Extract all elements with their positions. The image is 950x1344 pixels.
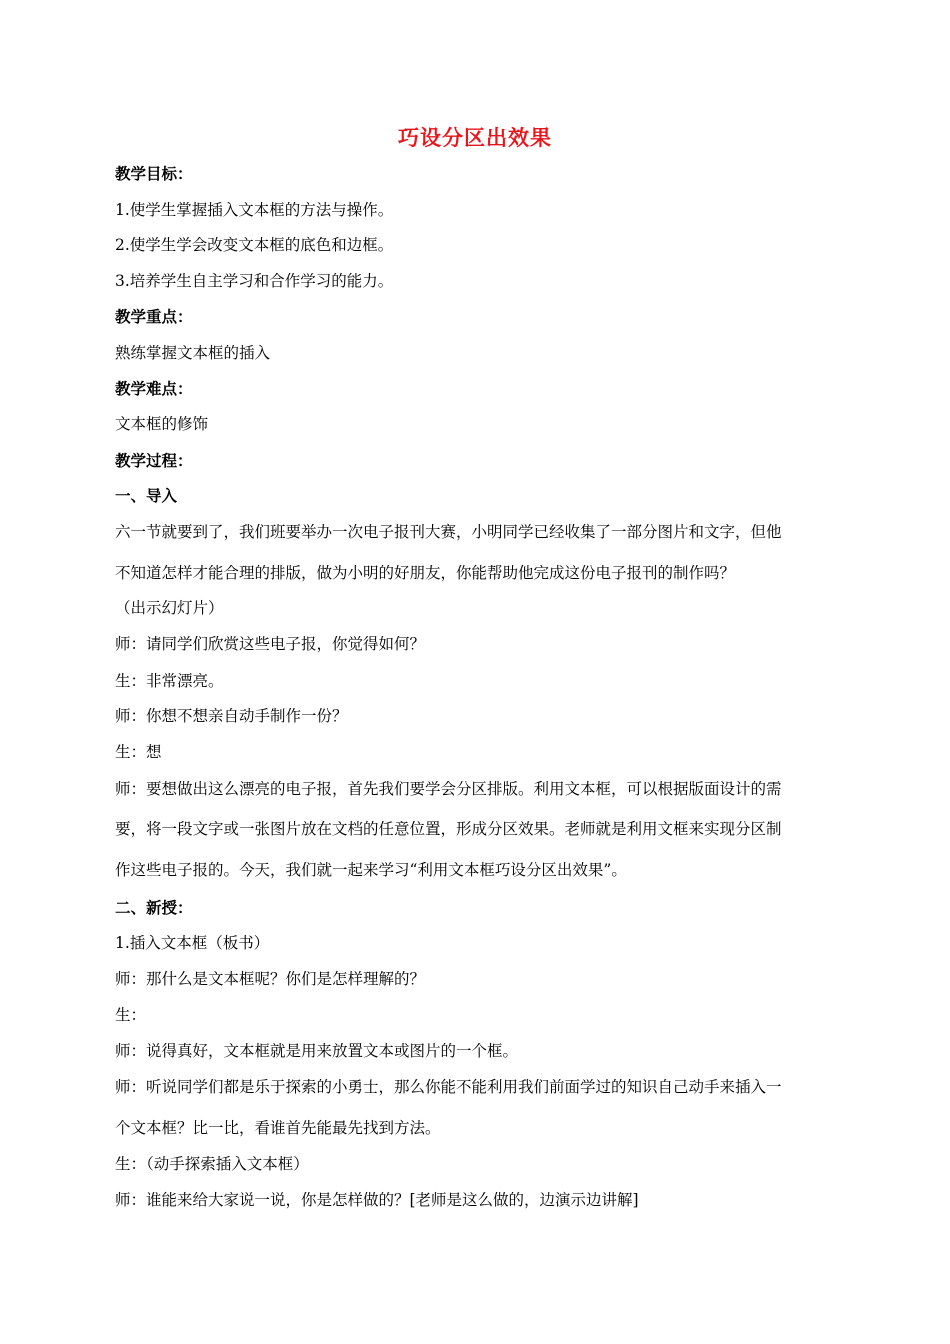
paragraph-line: 2.使学生学会改变文本框的底色和边框。	[115, 236, 394, 254]
section-heading: 教学重点：	[115, 307, 193, 326]
paragraph-line: 师：听说同学们都是乐于探索的小勇士，那么你能不能利用我们前面学过的知识自己动手来插入一	[115, 1078, 782, 1096]
paragraph-line: 师：谁能来给大家说一说，你是怎样做的？[老师是这么做的，边演示边讲解]	[115, 1191, 639, 1209]
paragraph-line: 师：说得真好，文本框就是用来放置文本或图片的一个框。	[115, 1042, 519, 1060]
paragraph-line: 1.插入文本框（板书）	[115, 934, 270, 952]
document-title: 巧设分区出效果	[398, 125, 552, 150]
paragraph-line: 师：要想做出这么漂亮的电子报，首先我们要学会分区排版。利用文本框，可以根据版面设计的需	[115, 780, 782, 798]
paragraph-line: 3.培养学生自主学习和合作学习的能力。	[115, 272, 394, 290]
paragraph-line: 师：那什么是文本框呢？你们是怎样理解的？	[115, 970, 426, 988]
paragraph-line: 六一节就要到了，我们班要举办一次电子报刊大赛，小明同学已经收集了一部分图片和文字，但他	[115, 523, 782, 541]
section-heading: 教学目标：	[115, 164, 193, 183]
section-heading: 教学难点：	[115, 379, 193, 398]
section-heading: 教学过程：	[115, 451, 193, 470]
paragraph-line: 生：非常漂亮。	[115, 672, 224, 690]
paragraph-line: 师：请同学们欣赏这些电子报，你觉得如何？	[115, 635, 426, 653]
paragraph-line: 要，将一段文字或一张图片放在文档的任意位置，形成分区效果。老师就是利用文框来实现分区制	[115, 820, 782, 838]
paragraph-line: 作这些电子报的。今天，我们就一起来学习“利用文本框巧设分区出效果”。	[115, 861, 627, 879]
paragraph-line: 文本框的修饰	[115, 415, 209, 433]
paragraph-line: 个文本框？比一比，看谁首先能最先找到方法。	[115, 1119, 441, 1137]
paragraph-line: 不知道怎样才能合理的排版，做为小明的好朋友，你能帮助他完成这份电子报刊的制作吗？	[115, 564, 736, 582]
paragraph-line: 生：	[115, 1006, 147, 1024]
paragraph-line: （出示幻灯片）	[115, 599, 224, 617]
section-heading: 二、新授：	[115, 898, 193, 917]
section-heading: 一、导入	[115, 486, 178, 505]
paragraph-line: 熟练掌握文本框的插入	[115, 344, 271, 362]
paragraph-line: 师：你想不想亲自动手制作一份？	[115, 707, 348, 725]
paragraph-line: 生：想	[115, 743, 162, 761]
paragraph-line: 1.使学生掌握插入文本框的方法与操作。	[115, 201, 394, 219]
paragraph-line: 生：（动手探索插入文本框）	[115, 1155, 309, 1173]
